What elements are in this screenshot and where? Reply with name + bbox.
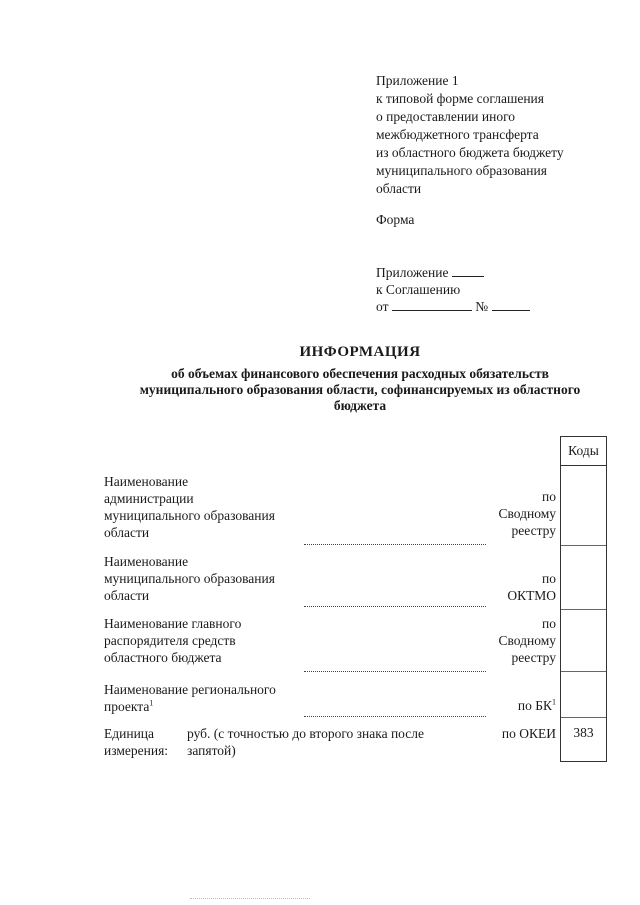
code-cell-registry-admin[interactable] <box>561 437 606 546</box>
appendix-line: из областного бюджета бюджету <box>376 145 564 160</box>
row-code-line: Сводному <box>498 506 556 521</box>
code-cell-bk[interactable] <box>561 671 606 718</box>
row-code-admin <box>476 488 556 539</box>
row-label-line: администрации <box>104 491 194 506</box>
agreement-from-label: от <box>376 299 389 314</box>
row-label-line: проекта <box>104 699 150 714</box>
row-code-line: по <box>542 489 556 504</box>
form-label: Форма <box>376 212 415 227</box>
appendix-line: к типовой форме соглашения <box>376 91 544 106</box>
okei-code-value: 383 <box>573 725 594 740</box>
row-code-okei <box>476 725 556 742</box>
agreement-appendix-label: Приложение <box>376 265 449 280</box>
row-label-line: Наименование <box>104 554 189 569</box>
row-label-line: областного бюджета <box>104 650 222 665</box>
row-code-bk <box>476 697 556 714</box>
row-label-line: Наименование <box>104 474 189 489</box>
subtitle-line: муниципального образования области, софинансируемых из областного <box>139 382 581 397</box>
row-label-line: распорядителя средств <box>104 633 236 648</box>
row-label-distributor <box>104 615 241 666</box>
footnote-marker: 1 <box>149 698 154 708</box>
okei-label: по ОКЕИ <box>501 726 556 741</box>
row-code-line: реестру <box>511 650 556 665</box>
agreement-reference <box>376 264 530 315</box>
unit-value-line: запятой) <box>187 743 236 758</box>
appendix-line: Приложение 1 <box>376 73 459 88</box>
unit-value-line: руб. (с точностью до второго знака после <box>187 726 424 741</box>
row-code-line: реестру <box>511 523 556 538</box>
row-label-project <box>104 681 276 715</box>
codes-column <box>560 436 607 762</box>
row-code-oktmo <box>476 570 556 604</box>
row-code-distributor <box>476 615 556 666</box>
unit-value <box>187 725 424 759</box>
unit-label-line: измерения: <box>104 743 169 758</box>
row-code-line: по <box>542 616 556 631</box>
row-label-municipality <box>104 553 275 604</box>
agreement-number-blank[interactable] <box>492 298 530 311</box>
distributor-name-field[interactable] <box>304 671 486 672</box>
appendix-line: межбюджетного трансферта <box>376 127 539 142</box>
appendix-header <box>376 72 564 198</box>
unit-label-line: Единица <box>104 726 155 741</box>
row-code-line: по БК <box>517 698 552 713</box>
row-label-line: области <box>104 525 150 540</box>
admin-name-field[interactable] <box>304 544 486 545</box>
code-cell-oktmo[interactable] <box>561 545 606 610</box>
code-cell-registry-distributor[interactable] <box>561 609 606 672</box>
row-label-line: Наименование главного <box>104 616 242 631</box>
subtitle-line: бюджета <box>333 398 387 413</box>
row-label-admin <box>104 473 275 541</box>
row-label-line: муниципального образования <box>104 571 275 586</box>
footnote-marker: 1 <box>552 697 556 707</box>
agreement-number-label: № <box>475 299 489 314</box>
appendix-line: области <box>376 181 422 196</box>
agreement-label: к Соглашению <box>376 282 461 297</box>
row-label-line: Наименование регионального <box>104 682 276 697</box>
appendix-number-blank[interactable] <box>452 264 484 277</box>
document-title: ИНФОРМАЦИЯ <box>299 344 421 360</box>
appendix-line: муниципального образования <box>376 163 547 178</box>
appendix-line: о предоставлении иного <box>376 109 516 124</box>
codes-header: Коды <box>561 437 606 466</box>
unit-label <box>104 725 168 759</box>
municipality-name-field[interactable] <box>304 606 486 607</box>
project-name-field[interactable] <box>304 716 486 717</box>
row-label-line: муниципального образования <box>104 508 275 523</box>
row-code-line: по <box>542 571 556 586</box>
subtitle-line: об объемах финансового обеспечения расходных обязательств <box>171 366 549 381</box>
row-code-line: ОКТМО <box>507 588 556 603</box>
agreement-date-blank[interactable] <box>392 298 472 311</box>
row-label-line: области <box>104 588 150 603</box>
scan-artifact <box>190 898 310 902</box>
row-code-line: Сводному <box>498 633 556 648</box>
document-subtitle <box>60 366 640 414</box>
